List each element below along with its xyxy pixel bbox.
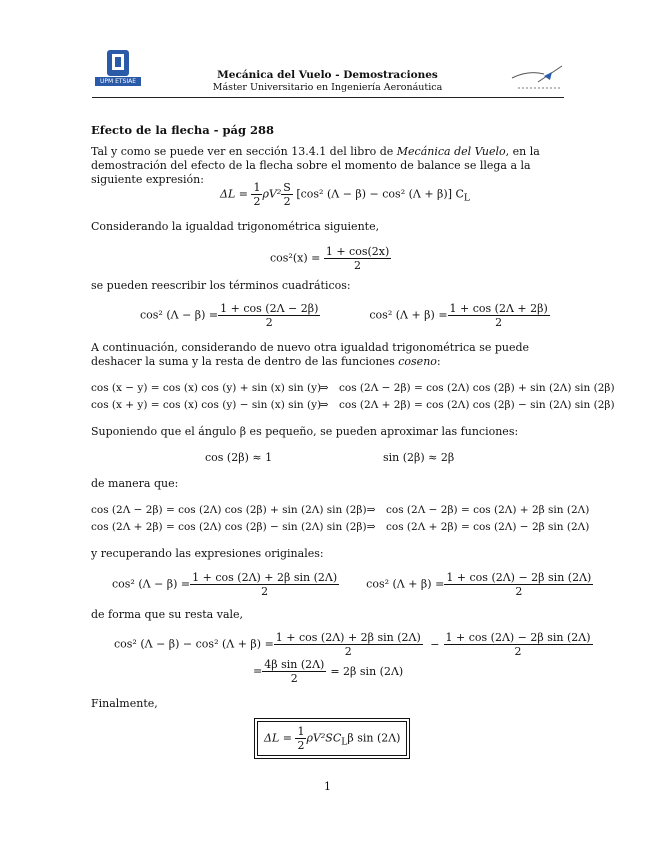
header-rule	[92, 97, 564, 98]
paragraph-2: Considerando la igualdad trigonométrica siguiente,	[91, 220, 380, 233]
paragraph-8: de forma que su resta vale,	[91, 608, 244, 621]
eq8-frac-3: $\frac{\text{4β sin (2Λ)}}{2}$	[264, 658, 325, 685]
eq8-minus: −	[430, 637, 440, 651]
equation-small-angle	[205, 451, 454, 464]
section-title: Efecto de la flecha - pág 288	[91, 123, 275, 137]
eq9-tail: β sin (2Λ)	[347, 731, 401, 745]
intro-text-1: Tal y como se puede ver en sección 13.4.1 del libro de	[91, 145, 397, 158]
eq5-cos: cos (2β) ≈ 1	[205, 451, 273, 464]
eq7-b-frac: $\frac{\text{1 + cos (2Λ) − 2β sin (2Λ)}}{2}$	[446, 571, 592, 598]
paragraph-3: se pueden reescribir los términos cuadráticos:	[91, 279, 351, 292]
eq8-lhs: cos² (Λ − β) − cos² (Λ + β) =	[114, 637, 274, 651]
eq4-row-1: cos (x − y) = cos (x) cos (y) + sin (x) sin (y)⇒ cos (2Λ − 2β) = cos (2Λ) cos (2β) + sin (2Λ) sin (2β)	[91, 382, 615, 394]
eq7-a-lhs: cos² (Λ − β) =	[112, 577, 191, 591]
eq6-row-2: cos (2Λ + 2β) = cos (2Λ) cos (2β) − sin (2Λ) sin (2β)⇒ cos (2Λ + 2β) = cos (2Λ) − 2β sin (2Λ)	[91, 521, 590, 533]
equation-difference-result	[253, 658, 403, 685]
paragraph-9: Finalmente,	[91, 697, 158, 710]
eq8-frac-1: $\frac{\text{1 + cos (2Λ) + 2β sin (2Λ)}}{2}$	[275, 631, 421, 658]
eq3-b-frac: $\frac{1 + \cos (2\Lambda + 2\beta)}{2}$	[449, 302, 548, 329]
equation-quadratic-terms	[140, 302, 550, 329]
paragraph-7: y recuperando las expresiones originales:	[91, 547, 324, 560]
eq1-sub: L	[463, 192, 471, 204]
header-title: Mecánica del Vuelo - Demostraciones	[217, 69, 438, 81]
eq8-tail: = 2β sin (2Λ)	[330, 664, 404, 678]
equation-sum-identities	[91, 380, 615, 414]
p4-text-1: A continuación, considerando de nuevo otra igualdad trigonométrica se puede deshacer la suma y la resta de dentro de las funciones	[91, 341, 530, 368]
header-subtitle: Máster Universitario en Ingeniería Aeronáutica	[212, 82, 443, 93]
eq4-row-2: cos (x + y) = cos (x) cos (y) − sin (x) sin (y)⇒ cos (2Λ + 2β) = cos (2Λ) cos (2β) − sin (2Λ) sin (2β)	[91, 399, 615, 411]
page-number: 1	[324, 780, 331, 793]
eq6-row-1: cos (2Λ − 2β) = cos (2Λ) cos (2β) + sin (2Λ) sin (2β)⇒ cos (2Λ − 2β) = cos (2Λ) + 2β sin (2Λ)	[91, 504, 590, 516]
equation-original-expressions	[112, 571, 593, 598]
equation-approximated	[91, 502, 589, 536]
equation-cos-squared	[270, 245, 391, 272]
eq7-b-lhs: cos² (Λ + β) =	[366, 577, 445, 591]
eq9-half: $\frac{1}{2}$	[297, 725, 305, 752]
eq3-b-lhs: cos² (Λ + β) =	[369, 308, 448, 322]
intro-text-2: , en la demostración del efecto de la flecha sobre el momento de balance se llega a la siguiente expresión:	[91, 145, 540, 186]
p4-coseno: coseno	[398, 355, 437, 368]
eq7-a-frac: $\frac{\text{1 + cos (2Λ) + 2β sin (2Λ)}}{2}$	[192, 571, 338, 598]
equation-difference	[114, 631, 593, 658]
eq1-bracket: [cos² (Λ − β) − cos² (Λ + β)] C	[292, 187, 464, 201]
eq1-half: $\frac{1}{2}$	[253, 181, 261, 208]
eq8-equals: =	[253, 664, 263, 678]
p4-text-2: :	[436, 355, 441, 368]
eq3-a-lhs: cos² (Λ − β) =	[140, 308, 219, 322]
equation-delta-l	[220, 181, 470, 208]
eq8-frac-2: $\frac{\text{1 + cos (2Λ) − 2β sin (2Λ)}}{2}$	[445, 631, 591, 658]
eq5-sin: sin (2β) ≈ 2β	[383, 451, 455, 464]
eq2-frac: $\frac{1 + \cos(2x)}{2}$	[325, 245, 390, 272]
eq3-a-frac: $\frac{1 + \cos (2\Lambda - 2\beta)}{2}$	[220, 302, 319, 329]
logo-caption: UPM ETSIAE	[99, 78, 137, 85]
final-result-box	[257, 721, 407, 756]
paragraph-5: Suponiendo que el ángulo β es pequeño, se pueden aproximar las funciones:	[91, 425, 519, 438]
eq9-lhs: ΔL =	[264, 731, 296, 745]
paragraph-6: de manera que:	[91, 477, 179, 490]
eq1-s-half: $\frac{S}{2}$	[283, 181, 291, 208]
eq1-rho: ρV²	[262, 187, 282, 201]
aircraft-logo	[508, 60, 566, 92]
book-title: Mecánica del Vuelo	[396, 145, 506, 158]
eq9-rest: ρV²SC	[306, 731, 342, 745]
eq9-sub: L	[341, 736, 348, 748]
paragraph-4	[91, 341, 571, 369]
eq2-lhs: cos²(x) =	[270, 251, 324, 265]
eq1-lhs: ΔL =	[220, 187, 252, 201]
